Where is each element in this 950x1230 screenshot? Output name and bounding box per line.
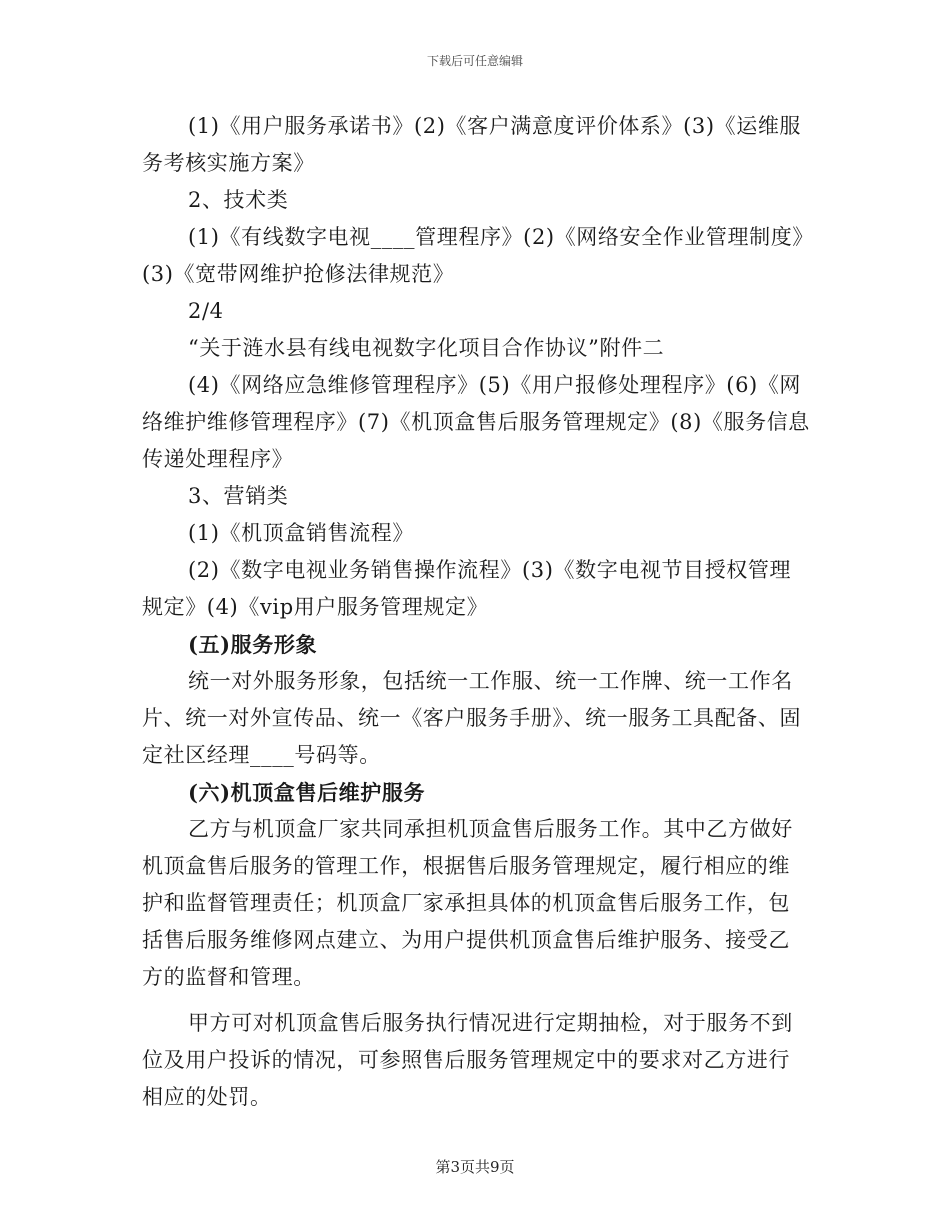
paragraph-technical-docs: (1)《有线数字电视____管理程序》(2)《网络安全作业管理制度》(3)《宽带网维护抢修法律规范》 [142, 225, 804, 286]
paragraph-marketing-docs: (2)《数字电视业务销售操作流程》(3)《数字电视节目授权管理规定》(4)《vip用户服务管理规定》 [142, 558, 792, 619]
heading-marketing: 3、营销类 [188, 484, 289, 508]
paragraph-inspection: 甲方可对机顶盒售后服务执行情况进行定期抽检，对于服务不到位及用户投诉的情况，可参照售后服务管理规定中的要求对乙方进行相应的处罚。 [142, 1011, 793, 1109]
page-footer: 第3页共9页 [435, 1158, 515, 1176]
heading-technical: 2、技术类 [188, 188, 289, 212]
page-fraction: 2/4 [188, 299, 224, 323]
heading-stb-aftersales: (六)机顶盒售后维护服务 [188, 780, 426, 805]
attachment-title: “关于涟水县有线电视数字化项目合作协议”附件二 [188, 336, 665, 360]
paragraph-service-image: 统一对外服务形象，包括统一工作服、统一工作牌、统一工作名片、统一对外宣传品、统一《客户服务手册》、统一服务工具配备、固定社区经理____号码等。 [142, 669, 802, 767]
paragraph-stb-sales: (1)《机顶盒销售流程》 [188, 521, 414, 545]
paragraph-service-docs: (1)《用户服务承诺书》(2)《客户满意度评价体系》(3)《运维服务考核实施方案》 [142, 114, 802, 175]
page-header: 下载后可任意编辑 [426, 54, 523, 68]
paragraph-maintenance-docs: (4)《网络应急维修管理程序》(5)《用户报修处理程序》(6)《网络维护维修管理程序》(7)《机顶盒售后服务管理规定》(8)《服务信息传递处理程序》 [142, 373, 810, 471]
paragraph-stb-aftersales: 乙方与机顶盒厂家共同承担机顶盒售后服务工作。其中乙方做好机顶盒售后服务的管理工作，根据售后服务管理规定，履行相应的维护和监督管理责任；机顶盒厂家承担具体的机顶盒售后服务工作，包括售后服务维修网点建立、为用户提供机顶盒售后维护服务、接受乙方的监督和管理。 [142, 817, 793, 989]
heading-service-image: (五)服务形象 [188, 632, 318, 657]
document-body [142, 108, 810, 1116]
